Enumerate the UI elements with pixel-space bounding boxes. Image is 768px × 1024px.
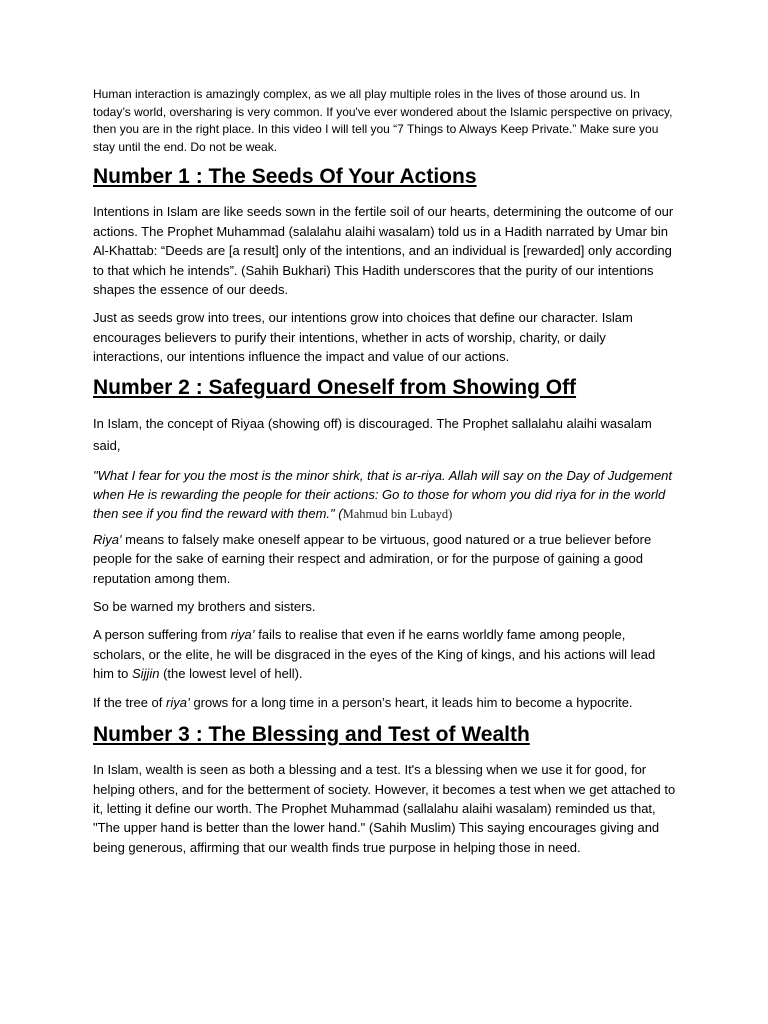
section-3-heading: Number 3 : The Blessing and Test of Wealth <box>93 723 530 747</box>
warning-paragraph: So be warned my brothers and sisters. <box>93 599 316 615</box>
riya-term: Riya' <box>93 531 122 547</box>
intro-paragraph: Human interaction is amazingly complex, as we all play multiple roles in the lives of those around us. In today’s world, oversharing is very common. If you've ever wondered about the Islamic perspective on privacy, then you are in the right place. In this video I will tell you “7 Things to Always Keep Private.” Make sure you stay until the end. Do not be weak. <box>93 87 673 154</box>
riya-consequence-text-c: (the lowest level of hell). <box>159 666 303 682</box>
section-1-paragraph-1: Intentions in Islam are like seeds sown in the fertile soil of our hearts, determining the outcome of our actions. The Prophet Muhammad (salalahu alaihi wasalam) told us in a Hadith narrated by Umar bin Al-Khattab: “Deeds are [a result] only of the intentions, and an individual is [rewarded] only according to that which he intends”. (Sahih Bukhari) This Hadith underscores that the purity of our intentions shapes the essence of our deeds. <box>93 204 674 297</box>
hypocrite-paragraph <box>93 693 678 712</box>
riya-consequence-text-b: fails to realise that even if he earns worldly fame among people, scholars, or the elite, he will be disgraced in the eyes of the King of kings, and his actions will lead him to <box>93 627 656 682</box>
riya-consequence-text-a: A person suffering from <box>93 627 231 643</box>
section-1-paragraph-2: Just as seeds grow into trees, our intentions grow into choices that define our character. Islam encourages believers to purify their intentions, whether in acts of worship, charity, or daily interactions, our intentions influence the impact and value of our actions. <box>93 310 633 365</box>
section-2-heading: Number 2 : Safeguard Oneself from Showing Off <box>93 375 577 399</box>
document-page <box>93 86 678 857</box>
hadith-quote-text: "What I fear for you the most is the minor shirk, that is ar-riya. Allah will say on the Day of Judgement when He is rewarding the people for their actions: Go to those for whom you did riya for in the world then see if you find the reward with them." ( <box>93 467 673 522</box>
hadith-quote <box>93 466 678 525</box>
riya-definition-paragraph <box>93 530 678 588</box>
sijjin-term: Sijjin <box>132 666 160 682</box>
riya-term-2: riya’ <box>230 627 255 643</box>
section-2-paragraph-1: In Islam, the concept of Riyaa (showing off) is discouraged. The Prophet sallalahu alaihi wasalam said, <box>93 415 652 453</box>
riya-definition-text: means to falsely make oneself appear to be virtuous, good natured or a true believer before people for the sake of earning their respect and admiration, or for the purpose of gaining a good reputation among them. <box>93 531 652 586</box>
hypocrite-text-a: If the tree of <box>93 694 166 710</box>
hadith-quote-source: Mahmud bin Lubayd) <box>342 507 453 522</box>
section-1-heading: Number 1 : The Seeds Of Your Actions <box>93 165 477 189</box>
section-3-paragraph-1: In Islam, wealth is seen as both a blessing and a test. It's a blessing when we use it for good, for helping others, and for the betterment of society. However, it becomes a test when we get attached to it, letting it define our worth. The Prophet Muhammad (sallalahu alaihi wasalam) reminded us that, "The upper hand is better than the lower hand." (Sahih Muslim) This saying encourages giving and being generous, affirming that our wealth finds true purpose in helping those in need. <box>93 762 676 855</box>
hypocrite-text-b: grows for a long time in a person’s heart, it leads him to become a hypocrite. <box>189 694 633 710</box>
riya-term-3: riya’ <box>166 694 190 710</box>
riya-consequence-paragraph <box>93 625 678 683</box>
